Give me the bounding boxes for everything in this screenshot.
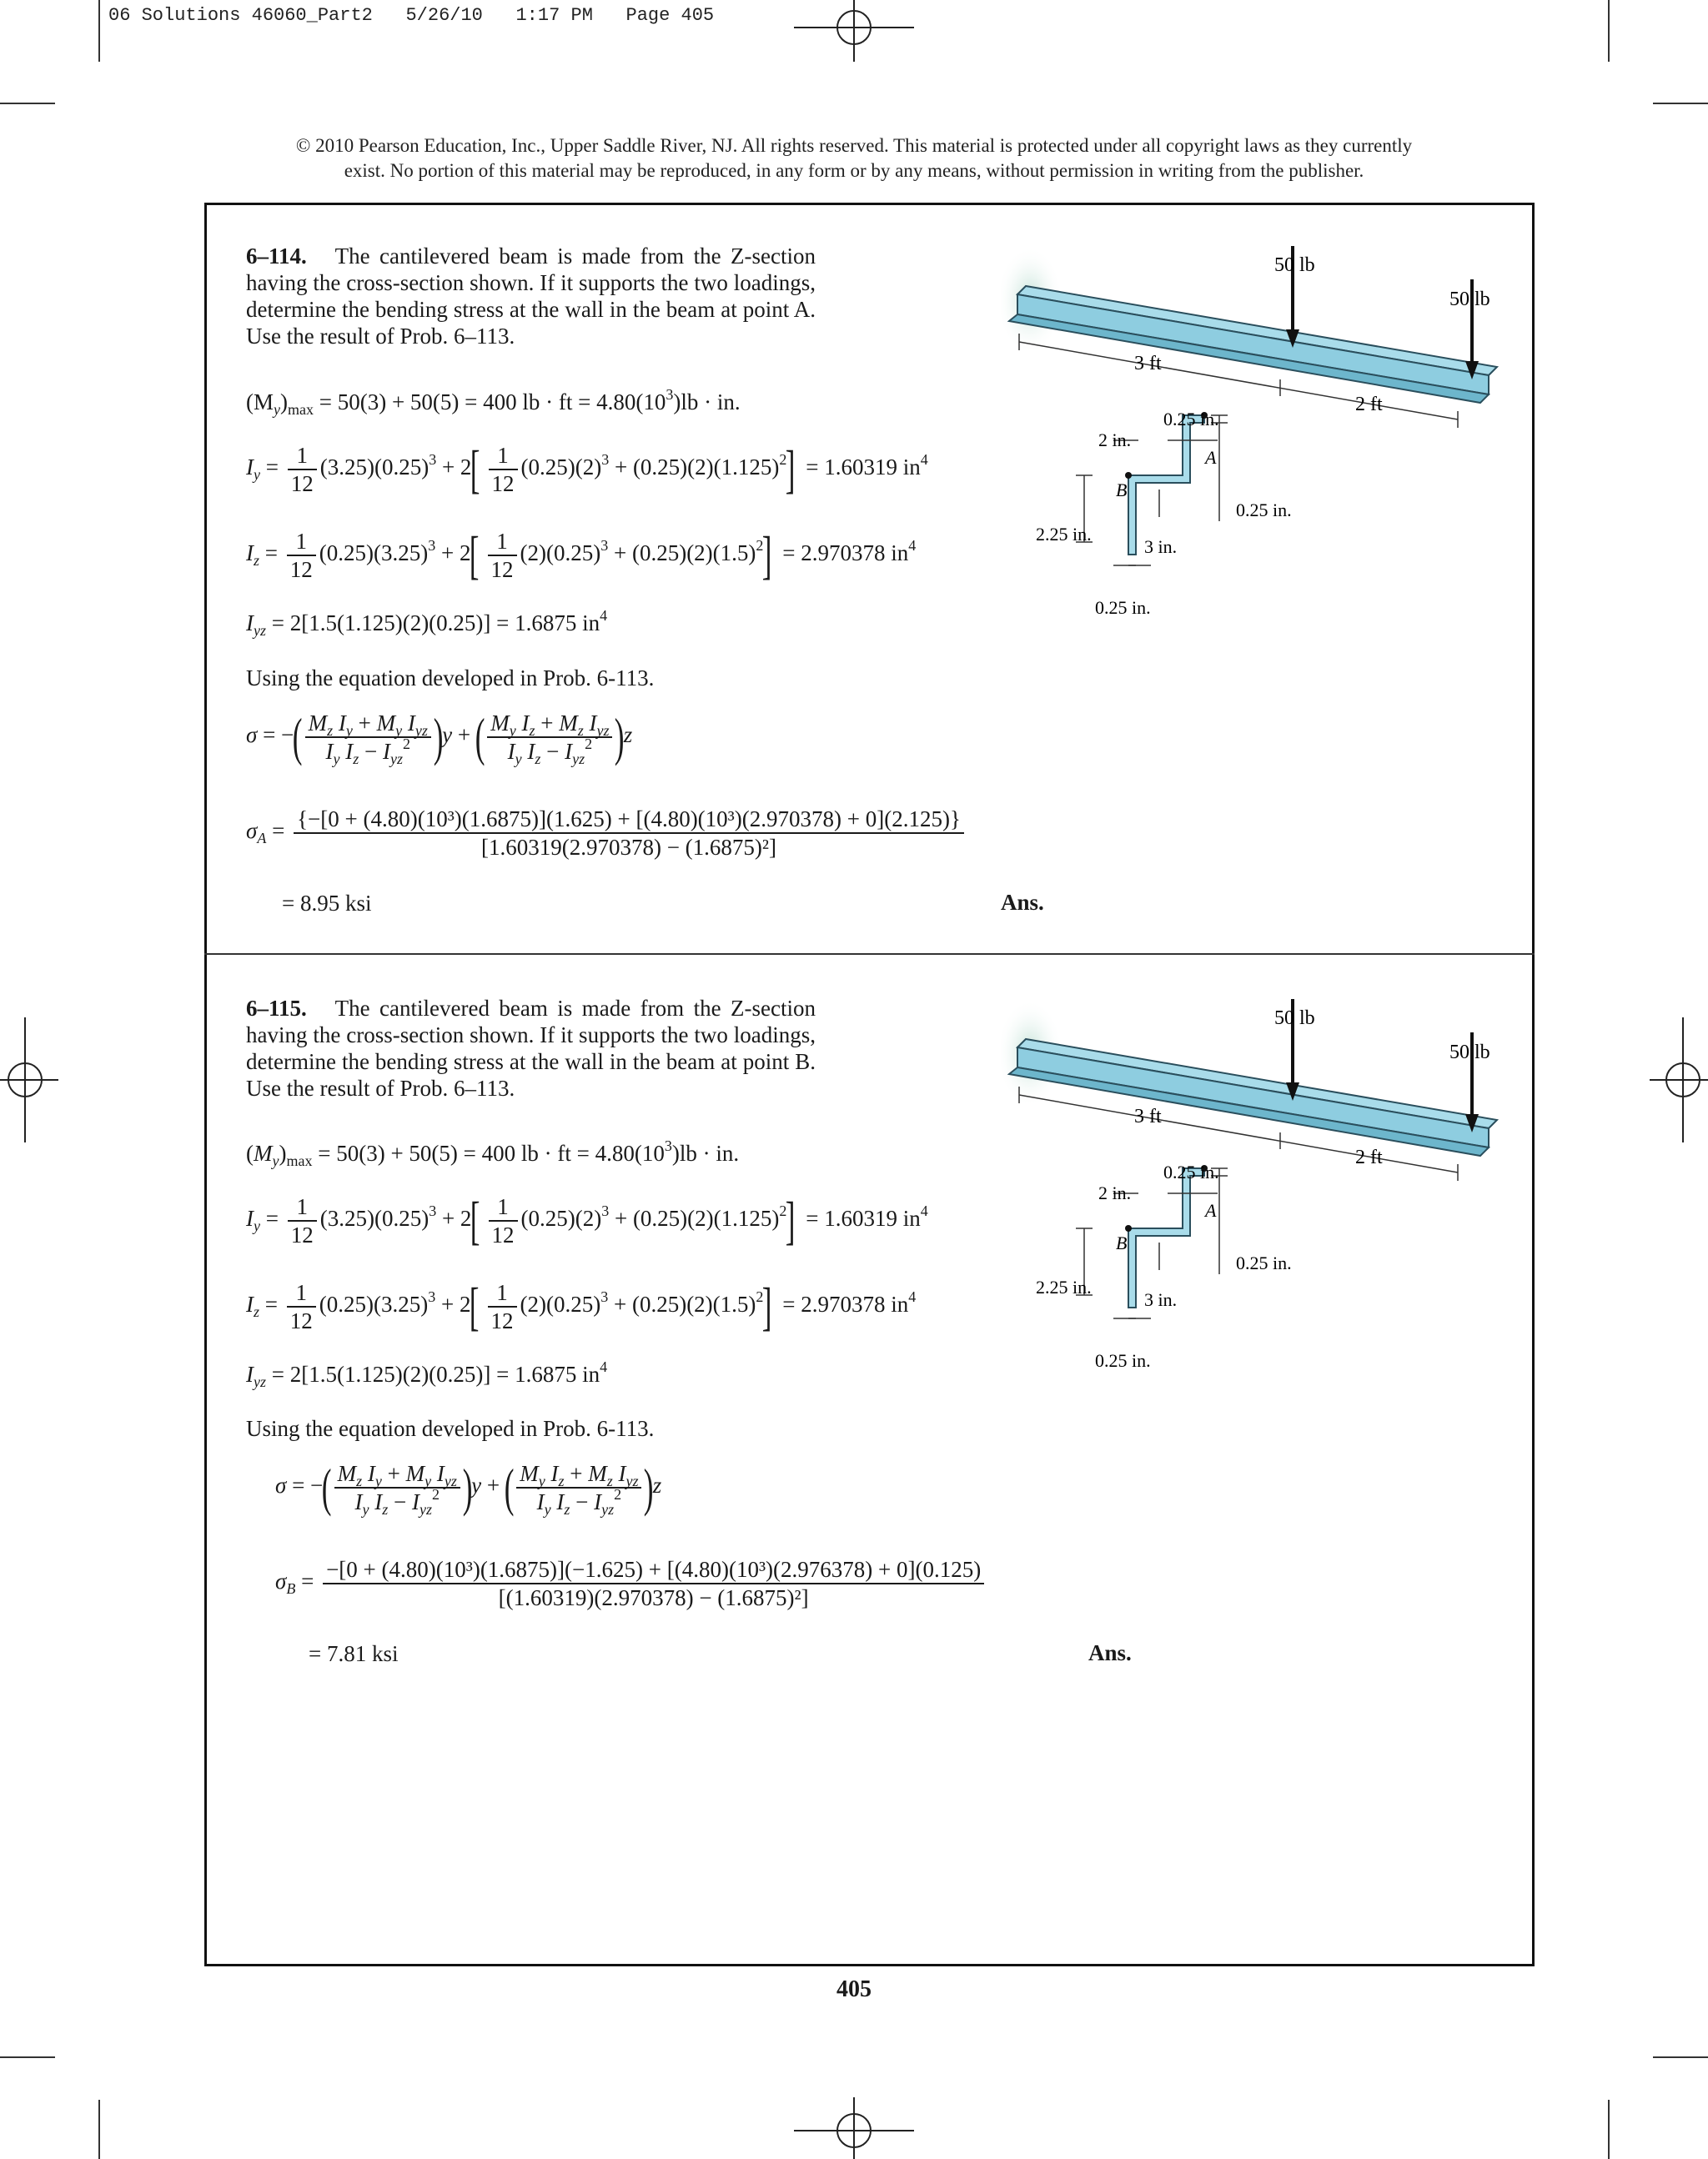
span-label: 2 ft [1355, 394, 1383, 415]
crop-mark [1653, 2056, 1708, 2058]
answer-label: Ans. [1088, 1640, 1132, 1665]
dimension-label: 3 in. [1144, 536, 1178, 557]
sigma-b-equation: $\sigma_B$ = −[0 + (4.80)(10³)(1.6875)](−1.625) + [(4.80)(10³)(2.976378) + 0](0.125) [(1.60319)(2.970378) − (1.6875)²] [275, 1557, 987, 1610]
sigma-a-equation: $\sigma_A$ = {−[0 + (4.80)(10³)(1.6875)](1.625) + [(4.80)(10³)(2.970378) + 0](2.125)} [1.60319(2.970378) − (1.6875)²] [246, 806, 967, 860]
using-text: Using the equation developed in Prob. 6-113. [246, 665, 655, 690]
iz-result: = 2.970378 in [782, 540, 909, 566]
iz-equation: $I_z$ = $\frac{1}{12}$ $(0.25)(3.25)^3 + 2$[ $\frac{1}{12}$ $(2)(0.25)^3 + (0.25)(2)(1.5)^2] = 2.970378$ $in^4$ [246, 525, 917, 585]
crop-mark [1653, 103, 1708, 104]
load-label: 50 lb [1274, 1007, 1315, 1029]
copyright-line: © 2010 Pearson Education, Inc., Upper Saddle River, NJ. All rights reserved. This material is protected under all copyright laws as they currently [295, 135, 1413, 156]
eq-text: )lb · in. [673, 389, 741, 414]
iyz-equation: $I_{yz} = 2[1.5(1.125)(2)(0.25)] = 1.6875$ $in^4$ [246, 607, 608, 639]
sigma-b-denominator: [(1.60319)(2.970378) − (1.6875)²] [498, 1585, 809, 1610]
iyz-equation: $I_{yz} = 2[1.5(1.125)(2)(0.25)] = 1.6875$ $in^4$ [246, 1358, 608, 1390]
crop-mark [98, 0, 100, 62]
dimension-label: 2 in. [1098, 429, 1132, 450]
eq-text: (M [246, 389, 274, 414]
crop-mark [0, 103, 55, 104]
crop-mark [1608, 2100, 1610, 2159]
dimension-label: 3 in. [1144, 1289, 1178, 1310]
load-label: 50 lb [1274, 254, 1315, 276]
crop-mark [0, 2056, 55, 2058]
eq-sub: y [274, 401, 280, 418]
problem-text: The cantilevered beam is made from the Z-section having the cross-section shown. If it supports the two loadings, determine the bending stress at the wall in the beam at point B. Use the result of Prob. 6–113. [246, 996, 816, 1101]
sigma-b-numerator: −[0 + (4.80)(10³)(1.6875)](−1.625) + [(4.80)(10³)(2.976378) + 0](0.125) [323, 1557, 984, 1584]
iy-equation: $I_y$ = $\frac{1}{12}$ $(3.25)(0.25)^3 + 2$[ $\frac{1}{12}$ $(0.25)(2)^3 + (0.25)(2)(1.125)^2] = 1.60319$ $in^4$ [246, 439, 928, 499]
eq-text: )lb · in. [671, 1141, 740, 1166]
sigma-a-numerator: {−[0 + (4.80)(10³)(1.6875)](1.625) + [(4.80)(10³)(2.970378) + 0](2.125)} [294, 806, 964, 834]
dimension-label: 0.25 in. [1095, 1350, 1151, 1371]
eq-text: = 50(3) + 50(5) = 400 lb · ft = 4.80(10 [312, 1141, 665, 1166]
using-text: Using the equation developed in Prob. 6-113. [246, 1416, 655, 1441]
result-value: = 8.95 ksi [282, 891, 372, 916]
max-moment-equation [246, 386, 741, 418]
dimension-label: 0.25 in. [1163, 409, 1219, 429]
beam-figure [1001, 246, 1501, 638]
registration-mark-icon [1650, 1017, 1708, 1142]
point-label: B [1116, 479, 1128, 500]
point-label: A [1205, 447, 1217, 468]
registration-mark-icon [794, 0, 914, 62]
registration-mark-icon [794, 2097, 914, 2159]
printer-slug: 06 Solutions 46060_Part2 5/26/10 1:17 PM Page 405 [108, 5, 715, 26]
iyz-text: = 2[1.5(1.125)(2)(0.25)] = 1.6875 in [271, 610, 600, 635]
span-label: 3 ft [1134, 1106, 1162, 1127]
iz-result: = 2.970378 in [782, 1292, 909, 1318]
dimension-label: 2.25 in. [1036, 524, 1092, 545]
iyz-text: = 2[1.5(1.125)(2)(0.25)] = 1.6875 in [271, 1362, 600, 1387]
copyright-notice [167, 133, 1541, 183]
dimension-label: 0.25 in. [1095, 597, 1151, 618]
dimension-label: 2 in. [1098, 1182, 1132, 1203]
eq-sup: 3 [666, 386, 674, 403]
dimension-label: 0.25 in. [1163, 1162, 1219, 1182]
problem-divider [204, 953, 1535, 955]
problem-statement [246, 243, 816, 349]
iy-result: = 1.60319 in [806, 1206, 921, 1232]
dimension-label: 0.25 in. [1236, 500, 1292, 520]
crop-mark [98, 2100, 100, 2159]
span-label: 2 ft [1355, 1147, 1383, 1168]
copyright-line: exist. No portion of this material may be reproduced, in any form or by any means, without permission in writing from the publisher. [344, 160, 1364, 181]
point-label: B [1116, 1233, 1128, 1253]
iy-result: = 1.60319 in [806, 454, 921, 480]
load-label: 50 lb [1449, 1042, 1490, 1063]
eq-text: = 50(3) + 50(5) = 400 lb · ft = 4.80(10 [314, 389, 666, 414]
dimension-label: 2.25 in. [1036, 1277, 1092, 1298]
stress-formula: σ = −( $\frac{M_z I_y + M_y I_{yz}}{I_y I_z - I_{yz}^2}$ )y + ( $\frac{M_y I_z + M_z I_{yz}}{I_y I_z - I_{yz}^2}$ )z [275, 1458, 662, 1518]
crop-mark [1608, 0, 1610, 62]
registration-mark-icon [0, 1017, 58, 1142]
sigma-a-denominator: [1.60319(2.970378) − (1.6875)²] [480, 835, 776, 860]
answer-label: Ans. [1001, 890, 1044, 915]
beam-figure [1001, 999, 1501, 1391]
eq-sub: max [288, 401, 314, 418]
max-moment-equation: $(M_y)_{max} = 50(3) + 50(5) = 400$ lb · ft = $4.80(10^3)lb$ · in. [246, 1137, 740, 1169]
point-label: A [1205, 1200, 1217, 1221]
span-label: 3 ft [1134, 353, 1162, 374]
load-label: 50 lb [1449, 289, 1490, 310]
problem-number: 6–115. [246, 996, 307, 1021]
problem-statement [246, 995, 816, 1102]
result-value: = 7.81 ksi [309, 1641, 399, 1666]
iz-equation: $I_z$ = $\frac{1}{12}$ $(0.25)(3.25)^3 + 2$[ $\frac{1}{12}$ $(2)(0.25)^3 + (0.25)(2)(1.5)^2] = 2.970378$ $in^4$ [246, 1277, 917, 1336]
iy-equation: $I_y$ = $\frac{1}{12}$ $(3.25)(0.25)^3 + 2$[ $\frac{1}{12}$ $(0.25)(2)^3 + (0.25)(2)(1.125)^2] = 1.60319$ $in^4$ [246, 1191, 928, 1250]
problem-number: 6–114. [246, 244, 307, 269]
page-number: 405 [836, 1976, 872, 2002]
eq-text: ) [280, 389, 288, 414]
dimension-label: 0.25 in. [1236, 1253, 1292, 1273]
problem-text: The cantilevered beam is made from the Z-section having the cross-section shown. If it supports the two loadings, determine the bending stress at the wall in the beam at point A. Use the result of Prob. 6–113. [246, 244, 816, 349]
stress-formula: σ = −( $\frac{M_z I_y + M_y I_{yz}}{I_y I_z - I_{yz}^2}$ )y + ( $\frac{M_y I_z + M_z I_{yz}}{I_y I_z - I_{yz}^2}$ )z [246, 707, 633, 767]
